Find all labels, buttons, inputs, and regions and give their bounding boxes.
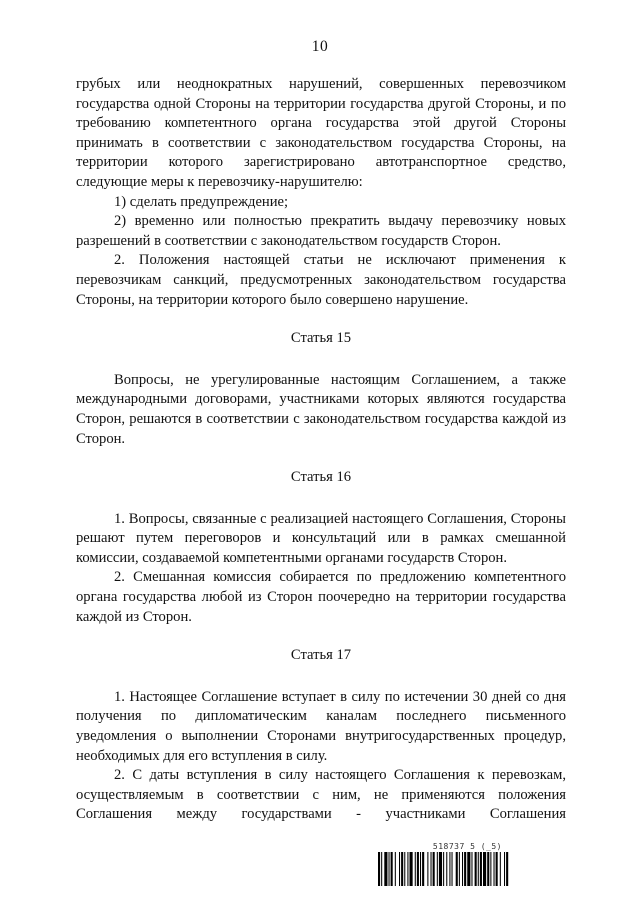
list-item-warning: 1) сделать предупреждение; (114, 193, 289, 210)
barcode-number: 518737 5 (_5) (432, 842, 502, 851)
document-footer (378, 842, 578, 892)
paragraph: 2. С даты вступления в силу настоящего Соглашения к перевозкам, осуществляемым в соответствии с ним, не применяются положения Соглашения между государствами - участниками Соглашения (76, 767, 566, 823)
paragraph: грубых или неоднократных нарушений, совершенных перевозчиком государства одной Стороны на территории государства другой Стороны, и по требованию компетентного органа государства этой другой Стороны принимать в соответствии с законодательством государства Стороны, на территории которого зарегистрировано автотранспортное средство, следующие меры к перевозчику-нарушителю: (76, 76, 566, 190)
list-item-suspend-permits: 2) временно или полностью прекратить выдачу перевозчику новых разрешений в соответствии с законодательством государств Сторон. (76, 213, 566, 249)
article-heading: Статья 17 (290, 647, 352, 664)
barcode-icon (378, 852, 578, 886)
paragraph: 2. Смешанная комиссия собирается по предложению компетентного органа государства любой из Сторон поочередно на территории государства каждой из Сторон. (76, 569, 566, 625)
page-number: 10 (311, 38, 329, 55)
paragraph: Вопросы, не урегулированные настоящим Соглашением, а также международными договорами, участниками которых являются государства Сторон, решаются в соответствии с законодательством государства каждой из Сторон. (76, 371, 566, 447)
paragraph: 1. Вопросы, связанные с реализацией настоящего Соглашения, Стороны решают путем переговоров и консультаций или в рамках смешанной комиссии, создаваемой компетентными органами государств Сторон. (76, 510, 566, 566)
document-body (76, 75, 566, 825)
paragraph: 1. Настоящее Соглашение вступает в силу по истечении 30 дней со дня получения по дипломатическим каналам последнего письменного уведомления о выполнении Сторонами внутригосударственных процедур, необходимых для его вступления в силу. (76, 688, 566, 764)
article-heading: Статья 16 (290, 469, 352, 486)
article-heading: Статья 15 (290, 330, 352, 347)
paragraph: 2. Положения настоящей статьи не исключают применения к перевозчикам санкций, предусмотренных законодательством государства Стороны, на территории которого было совершено нарушение. (76, 252, 566, 308)
